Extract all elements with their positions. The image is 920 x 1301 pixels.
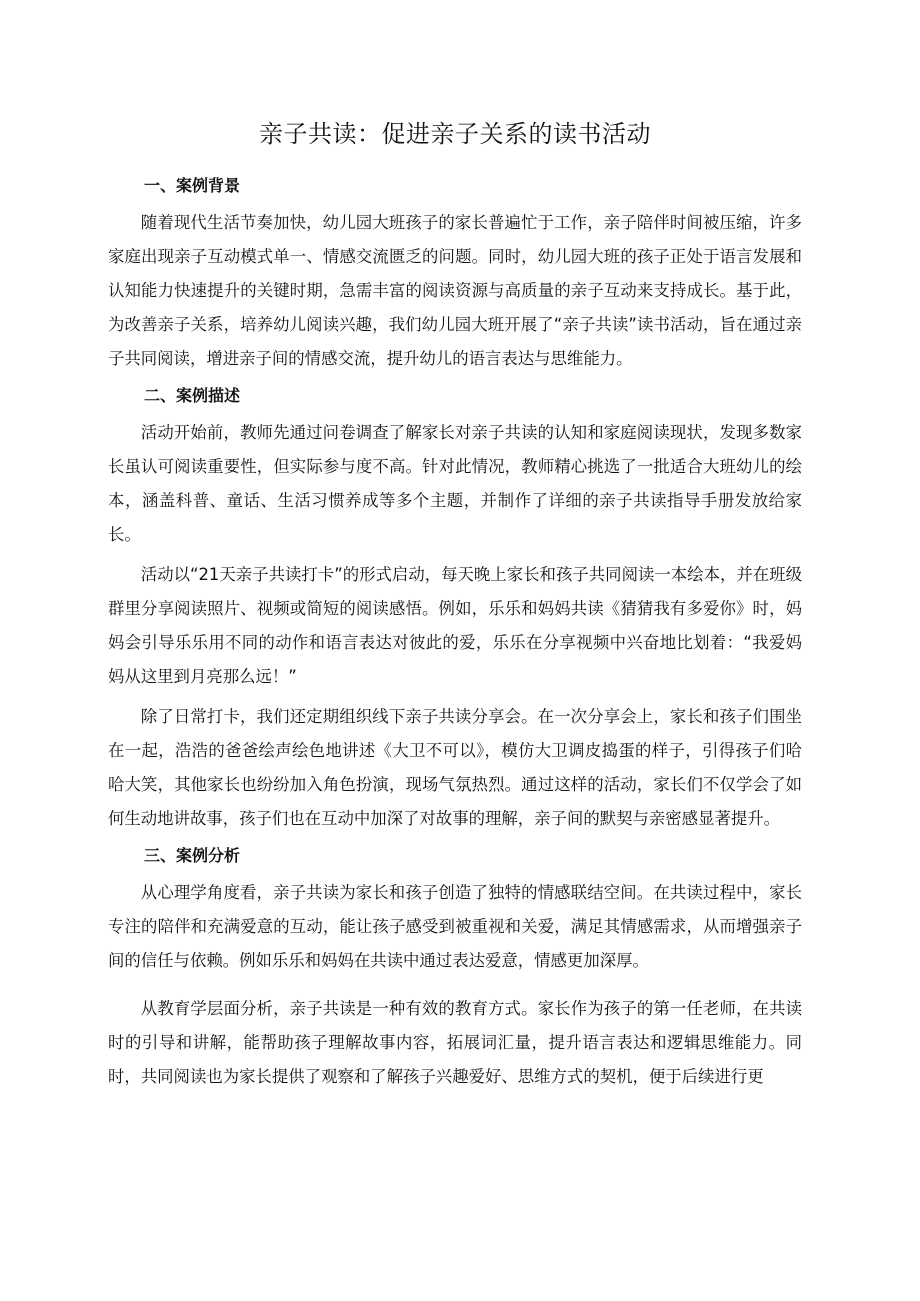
paragraph: 活动以“21天亲子共读打卡”的形式启动，每天晚上家长和孩子共同阅读一本绘本，并在班级群里分享阅读照片、视频或简短的阅读感悟。例如，乐乐和妈妈共读《猜猜我有多爱你》时，妈妈会引导乐乐用不同的动作和语言表达对彼此的爱，乐乐在分享视频中兴奋地比划着：“我爱妈妈从这里到月亮那么远！”: [108, 565, 802, 686]
paragraph: 除了日常打卡，我们还定期组织线下亲子共读分享会。在一次分享会上，家长和孩子们围坐在一起，浩浩的爸爸绘声绘色地讲述《大卫不可以》，模仿大卫调皮捣蛋的样子，引得孩子们哈哈大笑，其他家长也纷纷加入角色扮演，现场气氛热烈。通过这样的活动，家长们不仅学会了如何生动地讲故事，孩子们也在互动中加深了对故事的理解，亲子间的默契与亲密感显著提升。: [108, 707, 802, 828]
paragraph: 随着现代生活节奏加快，幼儿园大班孩子的家长普遍忙于工作，亲子陪伴时间被压缩，许多家庭出现亲子互动模式单一、情感交流匮乏的问题。同时，幼儿园大班的孩子正处于语言发展和认知能力快速提升的关键时期，急需丰富的阅读资源与高质量的亲子互动来支持成长。基于此，为改善亲子关系，培养幼儿阅读兴趣，我们幼儿园大班开展了“亲子共读”读书活动，旨在通过亲子共同阅读，增进亲子间的情感交流，提升幼儿的语言表达与思维能力。: [108, 213, 802, 368]
section-heading: 一、案例背景: [144, 176, 241, 195]
document-title: 亲子共读：促进亲子关系的读书活动: [259, 120, 651, 148]
paragraph: 活动开始前，教师先通过问卷调查了解家长对亲子共读的认知和家庭阅读现状，发现多数家长虽认可阅读重要性，但实际参与度不高。针对此情况，教师精心挑选了一批适合大班幼儿的绘本，涵盖科普、童话、生活习惯养成等多个主题，并制作了详细的亲子共读指导手册发放给家长。: [108, 423, 802, 544]
section-description: [108, 382, 802, 836]
section-heading: 二、案例描述: [144, 386, 241, 405]
section-background: [108, 172, 802, 376]
section-heading: 三、案例分析: [144, 846, 241, 865]
paragraph: 从教育学层面分析，亲子共读是一种有效的教育方式。家长作为孩子的第一任老师，在共读时的引导和讲解，能帮助孩子理解故事内容，拓展词汇量，提升语言表达和逻辑思维能力。同时，共同阅读也为家长提供了观察和了解孩子兴趣爱好、思维方式的契机，便于后续进行更: [108, 999, 802, 1086]
document-page: [108, 110, 802, 1100]
paragraph: 从心理学角度看，亲子共读为家长和孩子创造了独特的情感联结空间。在共读过程中，家长专注的陪伴和充满爱意的互动，能让孩子感受到被重视和关爱，满足其情感需求，从而增强亲子间的信任与依赖。例如乐乐和妈妈在共读中通过表达爱意，情感更加深厚。: [108, 883, 802, 970]
section-analysis: [108, 842, 802, 1094]
